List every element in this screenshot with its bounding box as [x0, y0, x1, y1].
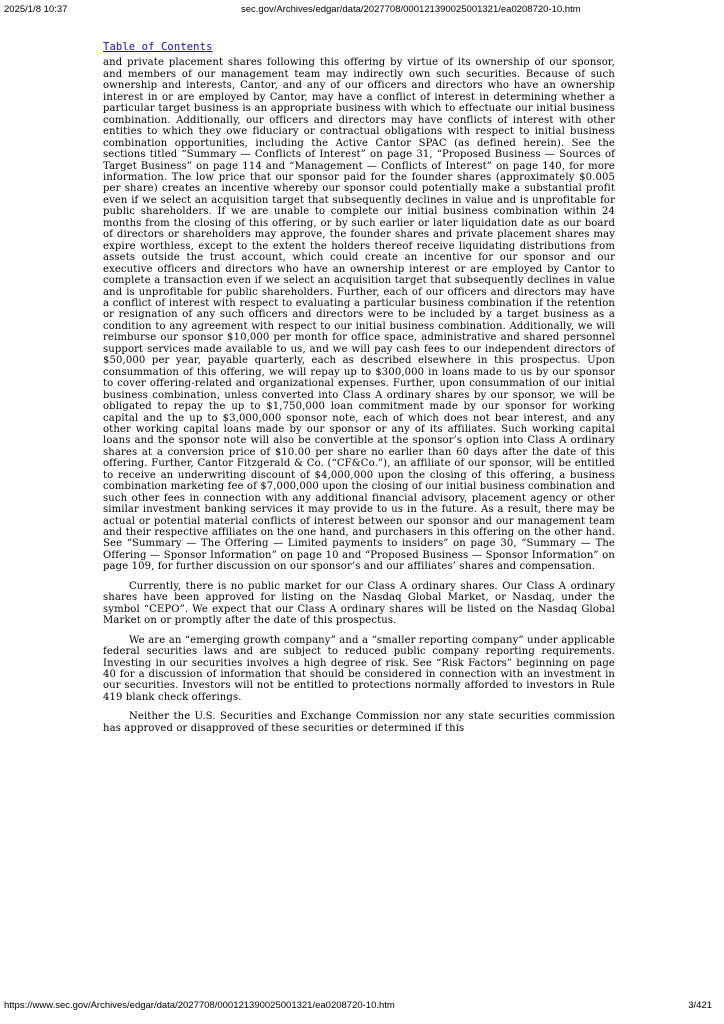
- table-of-contents-link[interactable]: Table of Contents: [103, 41, 213, 53]
- paragraph-growth-company: We are an “emerging growth company” and a “smaller reporting company” under applicable federal securities laws and are subject to reduced public company reporting requirements. Investing in our securities involves a high degree of risk. See “Risk Factors” beginning on page 40 for a discussion of information that should be considered in connection with an investment in our securities. Investors will not be entitled to protections normally afforded to investors in Rule 419 blank check offerings.: [103, 634, 615, 703]
- print-footer: [0, 1000, 724, 1016]
- footer-url: https://www.sec.gov/Archives/edgar/data/2027708/000121390025001321/ea0208720-10.htm: [4, 1000, 395, 1011]
- page-number: 3/421: [688, 1000, 712, 1011]
- document-body: [103, 42, 615, 742]
- print-header: [0, 4, 724, 20]
- print-date: 2025/1/8 10:37: [4, 4, 68, 15]
- paragraph-conflicts: and private placement shares following this offering by virtue of its ownership of our sponsor, and members of our management team may indirectly own such securities. Because of such ownership and interests, Cantor, and any of our officers and directors who have an ownership interest in or are employed by Cantor, may have a conflict of interest in determining whether a particular target business is an appropriate business with which to effectuate our initial business combination. Additionally, our officers and directors may have conflicts of interest with other entities to which they owe fiduciary or contractual obligations with respect to initial business combination opportunities, including the Active Cantor SPAC (as defined herein). See the sections titled “Summary — Conflicts of Interest” on page 31, “Proposed Business — Sources of Target Business” on page 114 and “Management — Conflicts of Interest” on page 140, for more information. The low price that our sponsor paid for the founder shares (approximately $0.005 per share) creates an incentive whereby our sponsor could potentially make a substantial profit even if we select an acquisition target that subsequently declines in value and is unprofitable for public shareholders. If we are unable to complete our initial business combination within 24 months from the closing of this offering, or by such earlier or later liquidation date as our board of directors or shareholders may approve, the founder shares and private placement shares may expire worthless, except to the extent the holders thereof receive liquidating distributions from assets outside the trust account, which could create an incentive for our sponsor and our executive officers and directors who have an ownership interest or are employed by Cantor to complete a transaction even if we select an acquisition target that subsequently declines in value and is unprofitable for public shareholders. Further, each of our officers and directors may have a conflict of interest with respect to evaluating a particular business combination if the retention or resignation of any such officers and directors were to be included by a target business as a condition to any agreement with respect to our initial business combination. Additionally, we will reimburse our sponsor $10,000 per month for office space, administrative and shared personnel support services made available to us, and we will pay cash fees to our independent directors of $50,000 per year, payable quarterly, each as described elsewhere in this prospectus. Upon consummation of this offering, we will repay up to $300,000 in loans made to us by our sponsor to cover offering-related and organizational expenses. Further, upon consummation of our initial business combination, unless converted into Class A ordinary shares by our sponsor, we will be obligated to repay the up to $1,750,000 loan commitment made by our sponsor for working capital and the up to $3,000,000 sponsor note, each of which does not bear interest, and any other working capital loans made by our sponsor or any of its affiliates. Such working capital loans and the sponsor note will also be convertible at the sponsor’s option into Class A ordinary shares at a conversion price of $10.00 per share no earlier than 60 days after the date of this offering. Further, Cantor Fitzgerald & Co. (“CF&Co.”), an affiliate of our sponsor, will be entitled to receive an underwriting discount of $4,000,000 upon the closing of this offering, a business combination marketing fee of $7,000,000 upon the closing of our initial business combination and such other fees in connection with any additional financial advisory, placement agency or other similar investment banking services it may provide to us in the future. As a result, there may be actual or potential material conflicts of interest between our sponsor and our management team and their respective affiliates on the one hand, and purchasers in this offering on the other hand. See “Summary — The Offering — Limited payments to insiders” on page 30, “Summary — The Offering — Sponsor Information” on page 10 and “Proposed Business — Sponsor Information” on page 109, for further discussion on our sponsor’s and our affiliates’ shares and compensation.: [103, 57, 615, 573]
- print-url: sec.gov/Archives/edgar/data/2027708/000121390025001321/ea0208720-10.htm: [241, 4, 581, 15]
- paragraph-sec-disclaimer: Neither the U.S. Securities and Exchange Commission nor any state securities commission has approved or disapproved of these securities or determined if this: [103, 711, 615, 734]
- paragraph-market: Currently, there is no public market for our Class A ordinary shares. Our Class A ordinary shares have been approved for listing on the Nasdaq Global Market, or Nasdaq, under the symbol “CEPO”. We expect that our Class A ordinary shares will be listed on the Nasdaq Global Market on or promptly after the date of this prospectus.: [103, 580, 615, 627]
